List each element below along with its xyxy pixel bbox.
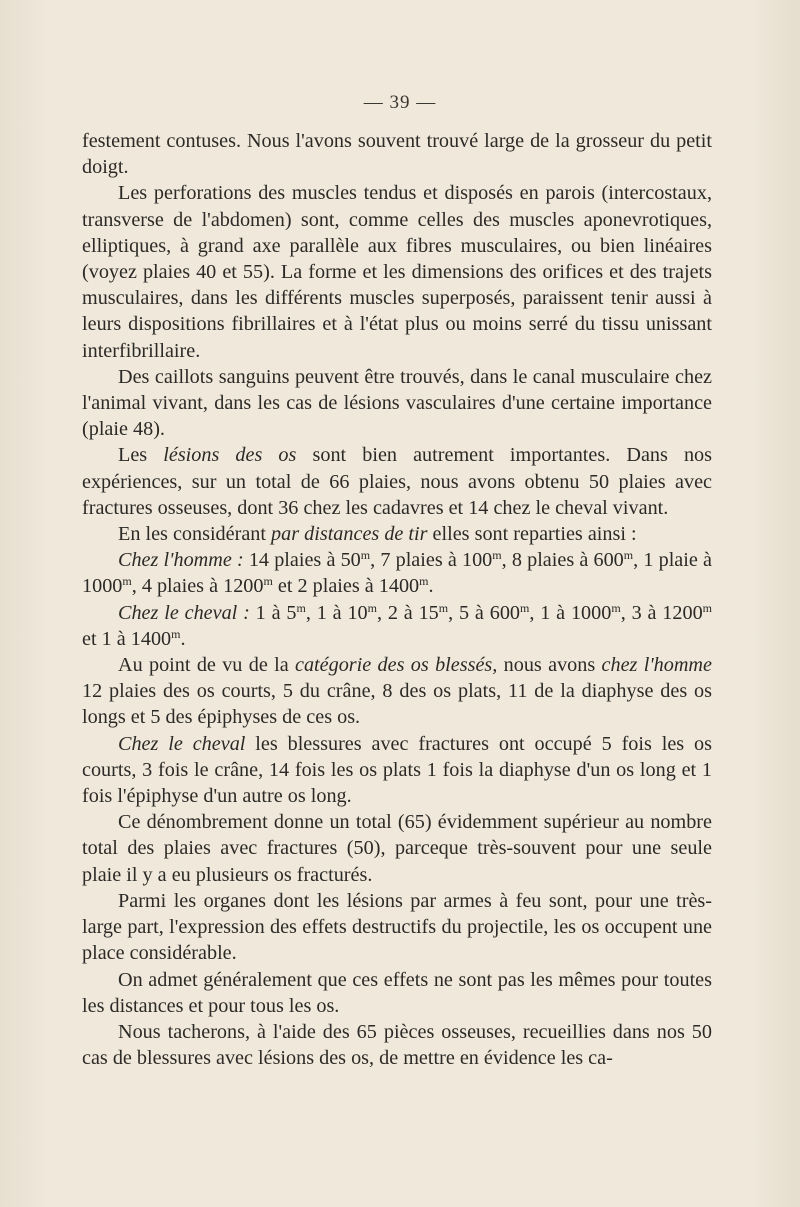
paragraph — [82, 128, 712, 180]
superscript-unit: m — [263, 574, 273, 589]
text-run: , 2 à 15 — [376, 601, 439, 624]
superscript-unit: m — [367, 600, 377, 615]
text-run: . — [180, 627, 186, 650]
italic-text-run: chez l'homme — [601, 654, 712, 677]
text-run: Parmi les organes dont les lésions par armes à feu sont, pour une très-large part, l'expression des effets destructifs du projectile, les os occupent une place considérable. — [82, 889, 712, 965]
superscript-unit: m — [438, 600, 449, 615]
text-run: , 1 plaie à 1000 — [82, 549, 712, 598]
italic-text-run: catégorie des os blessés, — [295, 654, 498, 677]
superscript-unit: m — [492, 548, 502, 563]
paragraph — [82, 809, 712, 888]
text-run: festement contuses. Nous l'avons souvent trouvé large de la grosseur du petit doigt. — [82, 130, 712, 179]
text-run: et 2 plaies à 1400 — [272, 575, 420, 598]
superscript-unit: m — [611, 600, 621, 615]
paragraph — [82, 600, 712, 652]
paragraph — [82, 888, 712, 967]
text-run: 14 plaies à 50 — [243, 549, 361, 572]
paragraph — [82, 731, 712, 810]
superscript-unit: m — [360, 548, 371, 563]
text-run: Nous tacherons, à l'aide des 65 pièces osseuses, recueillies dans nos 50 cas de blessures avec lésions des os, de mettre en évidence les ca- — [82, 1020, 712, 1070]
paragraph — [82, 442, 712, 521]
paragraph — [82, 967, 712, 1019]
paragraph — [82, 547, 712, 599]
text-run: elles sont reparties ainsi : — [427, 523, 637, 546]
text-run: 12 plaies des os courts, 5 du crâne, 8 des os plats, 11 de la diaphyse des os longs et 5 des épiphyses de ces os. — [82, 680, 712, 729]
italic-text-run: Chez l'homme : — [118, 549, 244, 572]
paragraph — [82, 180, 712, 363]
superscript-unit: m — [419, 574, 429, 589]
text-run: On admet généralement que ces effets ne sont pas les mêmes pour toutes les distances et pour tous les os. — [82, 968, 712, 1017]
paragraph — [82, 521, 712, 547]
italic-text-run: lésions des os — [163, 444, 297, 467]
italic-text-run: Chez le cheval — [118, 732, 246, 755]
paragraph — [82, 364, 712, 443]
paragraph — [82, 1019, 712, 1071]
text-run: Ce dénombrement donne un total (65) évidemment supérieur au nombre total des plaies avec fractures (50), parceque très-souvent pour une seule plaie il y a eu plusieurs os fracturés. — [82, 811, 712, 886]
text-run: et 1 à 1400 — [82, 627, 172, 650]
text-run: Au point de vu de la — [118, 654, 295, 677]
text-run: . — [428, 575, 434, 598]
superscript-unit: m — [702, 600, 713, 615]
italic-text-run: Chez le cheval : — [118, 601, 250, 624]
text-run: , 4 plaies à 1200 — [131, 575, 264, 598]
text-run: sont bien autrement importantes. Dans nos expériences, sur un total de 66 plaies, nous avons obtenu 50 plaies avec fractures osseuses, dont 36 chez les cadavres et 14 chez le cheval vivant. — [82, 444, 712, 519]
paragraph — [82, 652, 712, 731]
text-run: , 1 à 10 — [305, 601, 368, 624]
superscript-unit: m — [171, 626, 181, 641]
text-run: , 8 plaies à 600 — [501, 549, 624, 572]
superscript-unit: m — [122, 574, 132, 589]
italic-text-run: par distances de tir — [271, 523, 428, 546]
text-run: 1 à 5 — [249, 601, 297, 624]
text-run: les blessures avec fractures ont occupé 5 fois les os courts, 3 fois le crâne, 14 fois les os plats 1 fois la diaphyse d'un os long et 1 fois l'épiphyse d'un autre os long. — [82, 732, 712, 808]
text-run: , 1 à 1000 — [529, 601, 612, 624]
text-run: En les considérant — [118, 523, 272, 546]
text-run: Les — [118, 444, 164, 467]
superscript-unit: m — [623, 548, 634, 563]
text-run: Les perforations des muscles tendus et disposés en parois (intercostaux, transverse de l'abdomen) sont, comme celles des muscles aponevrotiques, elliptiques, à grand axe parallèle aux fibres musculaires, ou bien linéaires (voyez plaies 40 et 55). La forme et les dimensions des orifices et des trajets musculaires, dans les différents muscles superposés, paraissent tenir aussi à leurs dispositions fibrillaires et à l'état plus ou moins serré du tissu unissant interfibrillaire. — [82, 182, 712, 362]
body-text — [82, 128, 712, 1071]
text-run: , 7 plaies à 100 — [370, 549, 493, 572]
superscript-unit: m — [296, 600, 306, 615]
superscript-unit: m — [520, 600, 530, 615]
text-run: , 5 à 600 — [448, 601, 521, 624]
text-run: nous avons — [497, 654, 602, 677]
page-number: — 39 — — [363, 92, 437, 113]
text-run: , 3 à 1200 — [620, 601, 703, 624]
text-run: Des caillots sanguins peuvent être trouvés, dans le canal musculaire chez l'animal vivant, dans les cas de lésions vasculaires d'une certaine importance (plaie 48). — [82, 365, 712, 441]
